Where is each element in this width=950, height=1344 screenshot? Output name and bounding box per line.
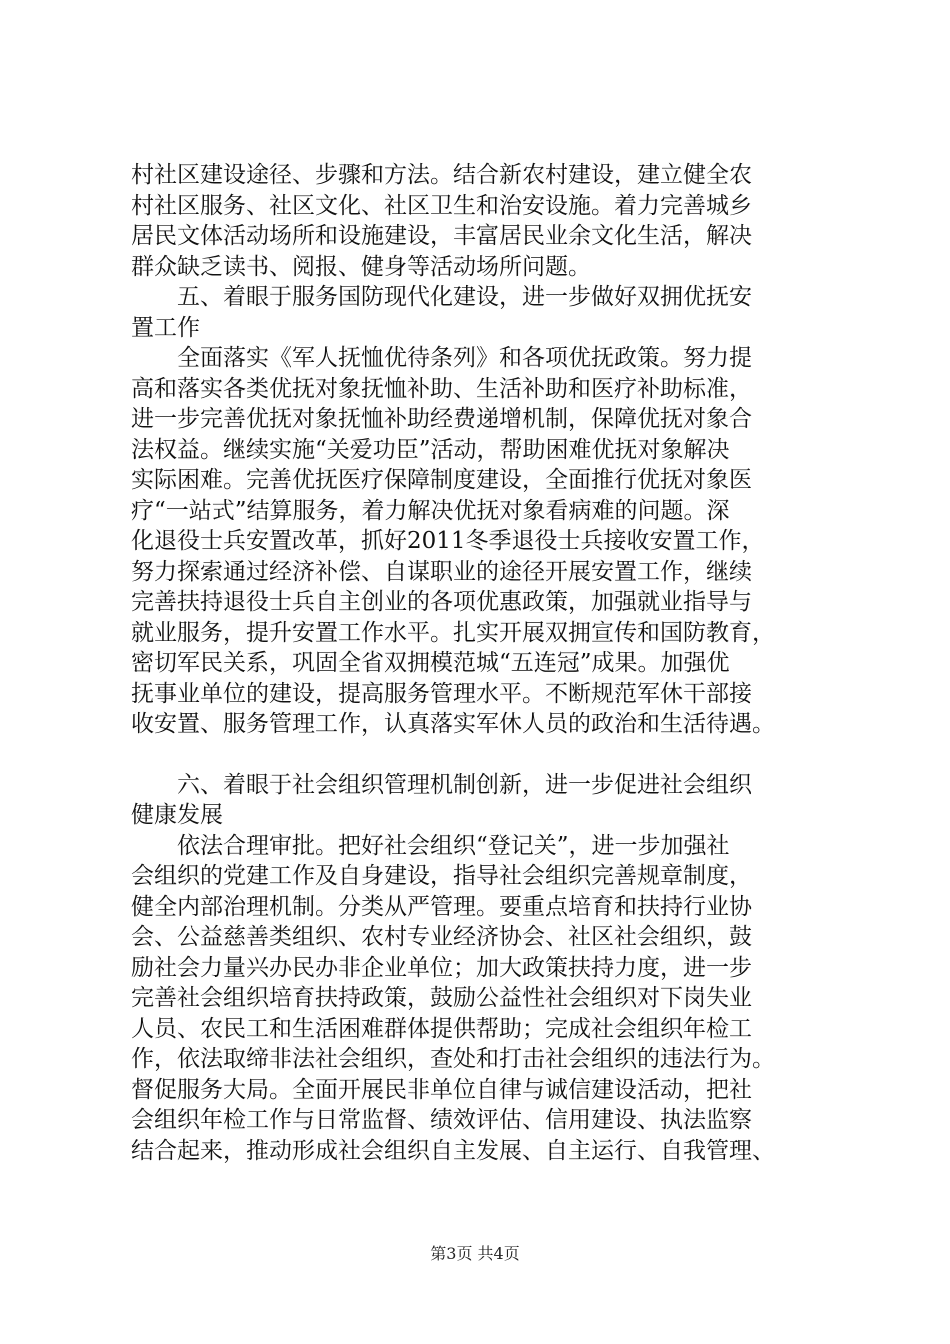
- text-line: 努力探索通过经济补偿、自谋职业的途径开展安置工作，继续: [131, 558, 752, 585]
- heading-line: 六、着眼于社会组织管理机制创新，进一步促进社会组织: [177, 771, 752, 798]
- text-line: 作，依法取缔非法社会组织，查处和打击社会组织的违法行为。: [131, 1046, 775, 1072]
- text-line: 收安置、服务管理工作，认真落实军休人员的政治和生活待遇。: [131, 711, 775, 737]
- text-line: 结合起来，推动形成社会组织自主发展、自主运行、自我管理、: [131, 1137, 775, 1164]
- text-line: 会、公益慈善类组织、农村专业经济协会、社区社会组织，鼓: [131, 924, 752, 950]
- heading-section-five: [131, 282, 837, 343]
- text-line: 群众缺乏读书、阅报、健身等活动场所问题。: [131, 253, 591, 280]
- text-line: 完善扶持退役士兵自主创业的各项优惠政策，加强就业指导与: [131, 589, 752, 615]
- text-line: 抚事业单位的建设，提高服务管理水平。不断规范军休干部接: [131, 680, 752, 707]
- text-line: 进一步完善优抚对象抚恤补助经费递增机制，保障优抚对象合: [131, 406, 752, 432]
- text-line: 密切军民关系，巩固全省双拥模范城“五连冠”成果。加强优: [131, 650, 730, 676]
- page-number-footer: 第3页 共4页: [430, 1244, 520, 1263]
- text-line: 会组织的党建工作及自身建设，指导社会组织完善规章制度，: [131, 863, 752, 889]
- text-line: 督促服务大局。全面开展民非单位自律与诚信建设活动，把社: [131, 1076, 752, 1103]
- paragraph-gap: [131, 740, 837, 770]
- text-line: 高和落实各类优抚对象抚恤补助、生活补助和医疗补助标准，: [131, 375, 752, 402]
- heading-line: 五、着眼于服务国防现代化建设，进一步做好双拥优抚安: [177, 284, 752, 310]
- heading-line: 置工作: [131, 314, 200, 341]
- paragraph-preferential-care: [131, 343, 837, 740]
- paragraph-community-construction: [131, 160, 837, 282]
- text-line: 法权益。继续实施“关爱功臣”活动，帮助困难优抚对象解决: [131, 436, 730, 463]
- text-line: 村社区建设途径、步骤和方法。结合新农村建设，建立健全农: [131, 162, 752, 188]
- text-line: 完善社会组织培育扶持政策，鼓励公益性社会组织对下岗失业: [131, 985, 752, 1011]
- text-line: 疗“一站式”结算服务，着力解决优抚对象看病难的问题。深: [131, 497, 730, 524]
- text-line: 就业服务，提升安置工作水平。扎实开展双拥宣传和国防教育，: [131, 619, 775, 646]
- heading-line: 健康发展: [131, 802, 223, 828]
- text-line: 人员、农民工和生活困难群体提供帮助；完成社会组织年检工: [131, 1015, 752, 1042]
- text-line: 依法合理审批。把好社会组织“登记关”，进一步加强社: [177, 832, 730, 859]
- paragraph-social-organizations: [131, 831, 837, 1167]
- heading-section-six: [131, 770, 837, 831]
- text-line: 会组织年检工作与日常监督、绩效评估、信用建设、执法监察: [131, 1107, 752, 1133]
- text-line: 励社会力量兴办民办非企业单位；加大政策扶持力度，进一步: [131, 954, 752, 981]
- text-line: 居民文体活动场所和设施建设，丰富居民业余文化生活，解决: [131, 223, 752, 249]
- text-line: 全面落实《军人抚恤优待条列》和各项优抚政策。努力提: [177, 345, 752, 371]
- text-line: 健全内部治理机制。分类从严管理。要重点培育和扶持行业协: [131, 893, 752, 920]
- text-line: 实际困难。完善优抚医疗保障制度建设，全面推行优抚对象医: [131, 467, 752, 493]
- document-body: [131, 160, 837, 1166]
- text-line: 化退役士兵安置改革，抓好2011冬季退役士兵接收安置工作，: [131, 528, 765, 554]
- text-line: 村社区服务、社区文化、社区卫生和治安设施。着力完善城乡: [131, 192, 752, 219]
